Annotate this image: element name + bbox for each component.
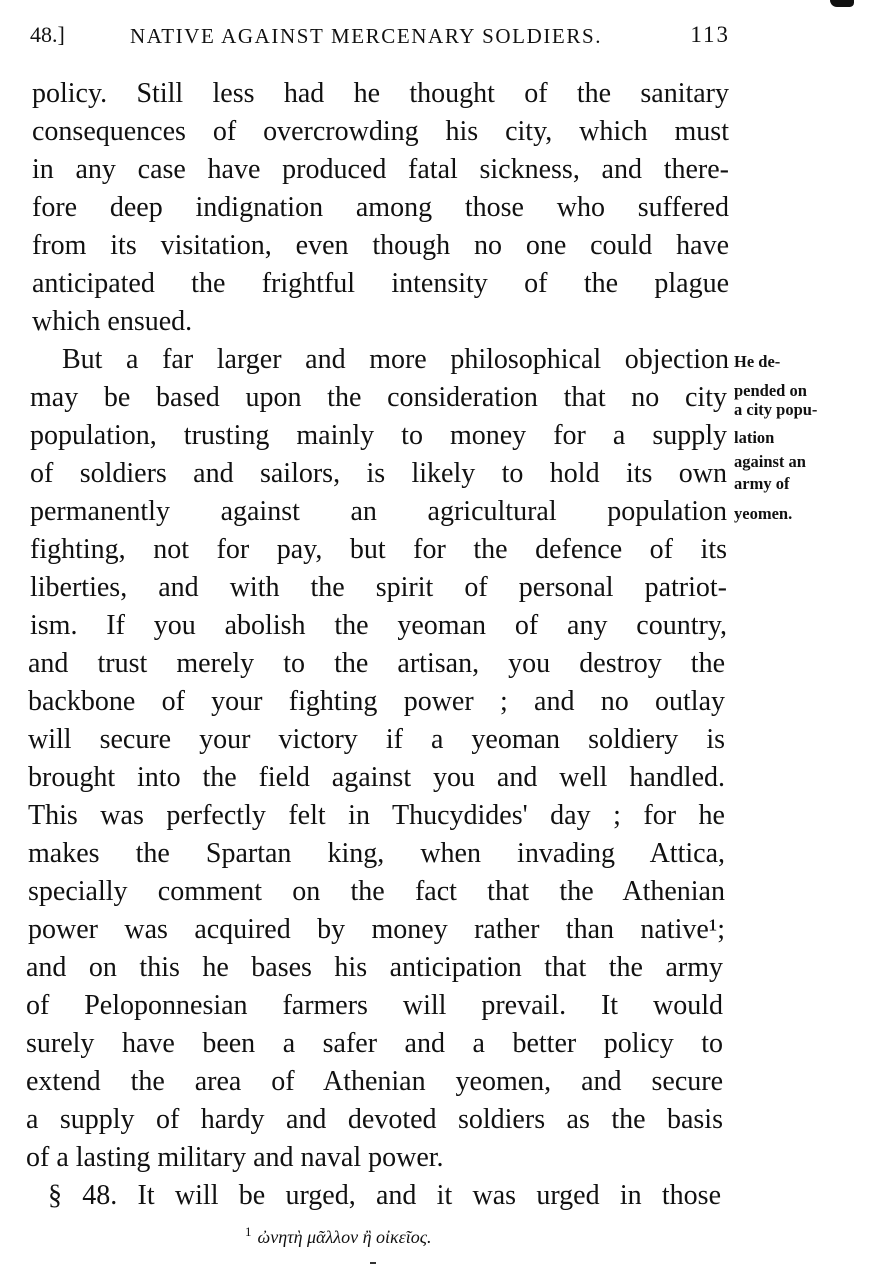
text-line: of soldiers and sailors, is likely to hold its own [30, 458, 727, 489]
text-line: This was perfectly felt in Thucydides' day ; for he [28, 800, 725, 831]
text-line: population, trusting mainly to money for a supply [30, 420, 727, 451]
text-line: anticipated the frightful intensity of the plague [32, 268, 729, 299]
text-line: of a lasting military and naval power. [26, 1142, 444, 1173]
text-line: and trust merely to the artisan, you destroy the [28, 648, 725, 679]
ink-mark [830, 0, 854, 7]
text-line: makes the Spartan king, when invading Attica, [28, 838, 725, 869]
text-line: brought into the field against you and well handled. [28, 762, 725, 793]
margin-note-line: pended on [734, 381, 807, 400]
margin-note-line: against an [734, 452, 806, 471]
margin-note-line: army of [734, 474, 790, 493]
text-line: consequences of overcrowding his city, which must [32, 116, 729, 147]
text-line: a supply of hardy and devoted soldiers as the basis [26, 1104, 723, 1135]
text-line: fore deep indignation among those who suffered [32, 192, 729, 223]
text-line: in any case have produced fatal sickness, and there- [32, 154, 729, 185]
text-line: of Peloponnesian farmers will prevail. It would [26, 990, 723, 1021]
text-line: surely have been a safer and a better policy to [26, 1028, 723, 1059]
margin-note-line: a city popu- [734, 400, 818, 419]
text-line: ism. If you abolish the yeoman of any country, [30, 610, 727, 641]
printer-mark [370, 1262, 376, 1264]
margin-note-line: lation [734, 428, 775, 447]
text-line: specially comment on the fact that the Athenian [28, 876, 725, 907]
running-header [30, 18, 730, 54]
text-line: permanently against an agricultural population [30, 496, 727, 527]
text-line: will secure your victory if a yeoman soldiery is [28, 724, 725, 755]
text-line: and on this he bases his anticipation that the army [26, 952, 723, 983]
text-line: § 48. It will be urged, and it was urged in those [48, 1180, 721, 1211]
text-line: fighting, not for pay, but for the defence of its [30, 534, 727, 565]
footnote-text: ὠνητὴ μᾶλλον ἢ οἰκεῖος. [257, 1227, 432, 1247]
text-line: power was acquired by money rather than native¹; [28, 914, 725, 945]
margin-note-line: yeomen. [734, 504, 793, 523]
text-line: which ensued. [32, 306, 193, 337]
text-line: policy. Still less had he thought of the sanitary [32, 78, 729, 109]
text-line: backbone of your fighting power ; and no outlay [28, 686, 725, 717]
text-line: liberties, and with the spirit of personal patriot- [30, 572, 727, 603]
page-number: 113 [690, 22, 730, 47]
section-number: 48.] [30, 22, 65, 47]
running-title: NATIVE AGAINST MERCENARY SOLDIERS. [130, 24, 603, 48]
text-line: from its visitation, even though no one could have [32, 230, 729, 261]
footnote [245, 1224, 432, 1248]
margin-note-line: He de- [734, 352, 781, 371]
footnote-marker: 1 [245, 1224, 252, 1239]
text-line: may be based upon the consideration that no city [30, 382, 727, 413]
text-line: extend the area of Athenian yeomen, and secure [26, 1066, 723, 1097]
text-line: But a far larger and more philosophical objection [62, 344, 729, 375]
